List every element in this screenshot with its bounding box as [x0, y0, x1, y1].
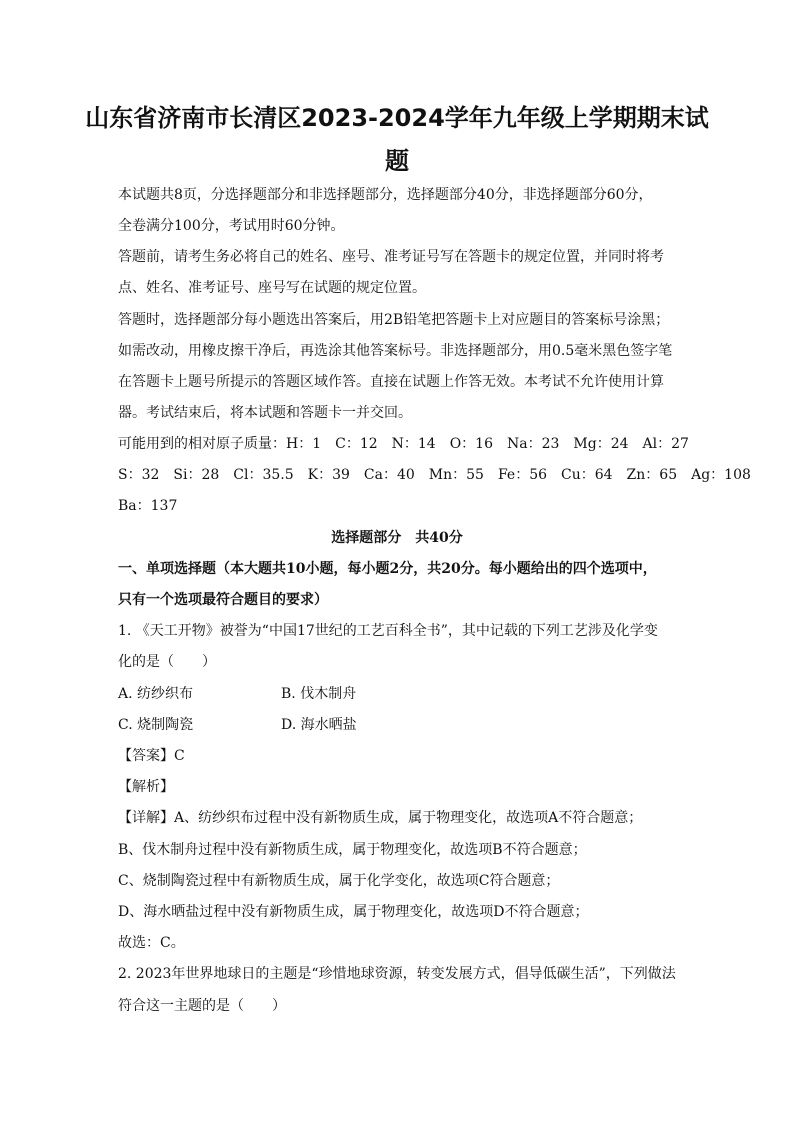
option-d: D. 海水晒盐 — [281, 717, 357, 733]
atomic-mass-line: 可能用到的相对原子质量：H：1 C：12 N：14 O：16 Na：23 Mg：24 Al：27 — [118, 436, 689, 452]
exam-title-line-2: 题 — [385, 147, 409, 175]
instruction-line: 器。考试结束后，将本试题和答题卡一并交回。 — [118, 405, 412, 421]
option-c: C. 烧制陶瓷 — [118, 717, 194, 733]
exam-title-line-1: 山东省济南市长清区2023-2024学年九年级上学期期末试 — [85, 104, 709, 132]
instruction-line: 如需改动，用橡皮擦干净后，再选涂其他答案标号。非选择题部分，用0.5毫米黑色签字笔 — [118, 343, 673, 359]
atomic-mass-line: S：32 Si：28 Cl：35.5 K：39 Ca：40 Mn：55 Fe：56 Cu：64 Zn：65 Ag：108 — [118, 467, 751, 483]
section-title: 选择题部分 共40分 — [331, 530, 463, 546]
question-2-stem: 2. 2023年世界地球日的主题是“珍惜地球资源，转变发展方式，倡导低碳生活”，下列做法 — [118, 966, 676, 982]
analysis-line: B、伐木制舟过程中没有新物质生成，属于物理变化，故选项B不符合题意； — [118, 842, 587, 858]
option-a: A. 纺纱织布 — [118, 686, 194, 702]
instruction-line: 在答题卡上题号所提示的答题区域作答。直接在试题上作答无效。本考试不允许使用计算 — [118, 374, 664, 390]
analysis-line: 故选：C。 — [118, 935, 185, 951]
analysis-line: D、海水晒盐过程中没有新物质生成，属于物理变化，故选项D不符合题意； — [118, 904, 589, 920]
part-heading: 只有一个选项最符合题目的要求） — [118, 592, 328, 608]
instruction-line: 答题前，请考生务必将自己的姓名、座号、准考证号写在答题卡的规定位置，并同时将考 — [118, 249, 664, 265]
analysis-line: 【详解】A、纺纱织布过程中没有新物质生成，属于物理变化，故选项A不符合题意； — [118, 810, 643, 826]
part-heading: 一、单项选择题（本大题共10小题，每小题2分，共20分。每小题给出的四个选项中， — [118, 561, 657, 577]
instruction-line: 答题时，选择题部分每小题选出答案后，用2B铅笔把答题卡上对应题目的答案标号涂黑； — [118, 312, 670, 328]
question-1-stem: 1. 《天工开物》被誉为“中国17世纪的工艺百科全书”，其中记载的下列工艺涉及化学变 — [118, 623, 658, 639]
instruction-line: 点、姓名、准考证号、座号写在试题的规定位置。 — [118, 280, 426, 296]
instruction-line: 全卷满分100分，考试用时60分钟。 — [118, 218, 345, 234]
analysis-label: 【解析】 — [118, 779, 174, 795]
atomic-mass-line: Ba：137 — [118, 498, 178, 514]
answer-label: 【答案】C — [118, 748, 185, 764]
instruction-line: 本试题共8页，分选择题部分和非选择题部分，选择题部分40分，非选择题部分60分， — [118, 187, 653, 203]
analysis-line: C、烧制陶瓷过程中有新物质生成，属于化学变化，故选项C符合题意； — [118, 873, 560, 889]
question-2-stem: 符合这一主题的是（ ） — [118, 998, 286, 1014]
question-1-stem: 化的是（ ） — [118, 654, 216, 670]
option-b: B. 伐木制舟 — [281, 686, 357, 702]
